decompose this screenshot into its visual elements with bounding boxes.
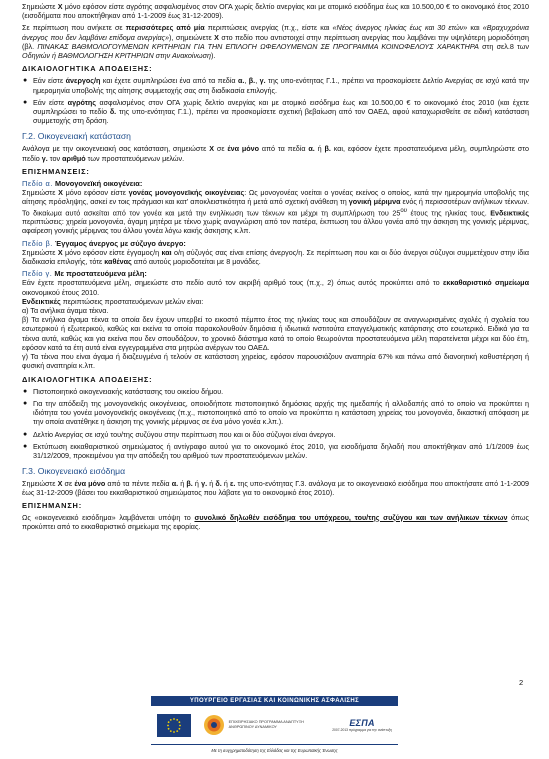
espa-logo bbox=[332, 718, 392, 732]
funding-banner bbox=[151, 696, 398, 759]
list-item: ● Εάν είστε άνεργος/η και έχετε συμπληρώσει ένα από τα πεδία α., β., γ. της υπο-ενότητας Γ.1., πρέπει να προσκομίσετε Δελτίο Ανεργίας σε ισχύ κατά την ημερομηνία υποβολής της αίτησης συμμετοχής σας στη διαδικασία επιλογής. bbox=[23, 76, 530, 95]
field-b-text: Σημειώστε Χ μόνο εφόσον είστε έγγαμος/η και ο/η σύζυγός σας είναι επίσης άνεργος/η. Σε περίπτωση που και οι δύο άνεργοι σύζυγοι συμμετέχουν στην ίδια διαδικασία επιλογής, τότε καθένας από αυτούς μοριοδοτείται με 8 μονάδες. bbox=[22, 247, 529, 267]
field-c-case-a: α) Τα ανήλικα άγαμα τέκνα. bbox=[22, 306, 109, 316]
list-item: ● Για την απόδειξη της μονογονεϊκής οικογένειας, οποιοδήποτε πιστοποιητικό δημόσιας αρχής της ημεδαπής ή αλλοδαπής από το οποίο να προκύπτει η ιδιότητα του γονέα μονογονεϊκής οικογένειας (π.χ., πιστοποιητικό από το οποίο να προκύπτει η κατάσταση χηρείας του μονογονέα, δικαστική απόφαση με την οποία ανατέθηκε η άσκηση της γονικής μέριμνας σε ένα μόνο γονέα κ.λπ.). bbox=[23, 398, 529, 427]
proofs-list-1 bbox=[22, 76, 529, 125]
bullet-icon: ● bbox=[23, 430, 28, 438]
g3-intro: Σημειώστε Χ σε ένα μόνο από τα πέντε πεδία α. ή β. ή γ. ή δ. ή ε. της υπο-ενότητας Γ.3. ανάλογα με το οικογενειακό εισόδημα που αποκτήσατε από 1-1-2009 έως 31-12-2009 (βάσει του εκκαθαριστικού σημειώματος που λάβατε για το οικονομικό έτος 2010). bbox=[22, 479, 529, 498]
section-g2-title: Γ.2. Οικογενειακή κατάσταση bbox=[22, 131, 131, 142]
field-b-heading: Πεδίο β. Έγγαμος άνεργος με σύζυγο άνεργο: bbox=[22, 238, 186, 248]
field-c-case-c: γ) Τα τέκνα που είναι άγαμα ή διαζευγμένα ή τελούν σε κατάσταση χηρείας, εφόσον παρουσιάζουν αναπηρία 67% και πάνω από διανοητική καθυστέρηση ή φυσική αναπηρία κ.λπ. bbox=[22, 352, 529, 371]
field-c-heading: Πεδίο γ. Με προστατευόμενα μέλη: bbox=[22, 269, 147, 279]
field-c-indicative: Ενδεικτικές περιπτώσεις προστατευόμενων μελών είναι: bbox=[22, 296, 204, 306]
cofunding-note: Με τη συγχρηματοδότηση της Ελλάδας και της Ευρωπαϊκής Ένωσης bbox=[151, 744, 398, 757]
bullet-icon: ● bbox=[23, 399, 28, 407]
field-c-case-b: β) Τα ενήλικα άγαμα τέκνα τα οποία δεν έχουν υπερβεί το εικοστό πέμπτο έτος της ηλικίας τους και σπουδάζουν σε αναγνωρισμένες σχολές ή σχολεία του εσωτερικού ή εξωτερικού, καθώς και εκείνα τα οποία παρακολουθούν δημόσια ή ιδιωτικά ινστιτούτα επαγγελματικής κατάρτισης στο εσωτερικό. Ειδικά για τα τέκνα αυτά, καθώς και για εκείνα που δεν σπουδάζουν, το χρονικό διάστημα κατά το οποίο θεωρούνται προστατευόμενα μέλη παρατείνεται μέχρι και δύο έτη, εφόσον κατά τα έτη αυτά είναι εγγεγραμμένα στα μητρώα ανέργων του ΟΑΕΔ. bbox=[22, 315, 529, 352]
page-number: 2 bbox=[519, 678, 524, 687]
espa-mark: ΕΣΠΑ bbox=[349, 718, 375, 728]
espa-subtitle: 2007-2013 πρόγραμμα για την ανάπτυξη bbox=[332, 728, 392, 732]
g2-notes-heading: ΕΠΙΣΗΜΑΝΣΕΙΣ: bbox=[22, 166, 90, 176]
bullet-icon: ● bbox=[23, 98, 28, 106]
program-emblem-icon bbox=[203, 714, 225, 736]
list-item: ● Δελτίο Ανεργίας σε ισχύ του/της συζύγου στην περίπτωση που και οι δύο σύζυγοι είναι άνεργοι. bbox=[23, 429, 336, 439]
proofs-heading-1: ΔΙΚΑΙΟΛΟΓΗΤΙΚΑ ΑΠΟΔΕΙΞΗΣ: bbox=[22, 64, 153, 74]
g3-note-heading: ΕΠΙΣΗΜΑΝΣΗ: bbox=[22, 500, 82, 510]
list-item: ● Εάν είστε αγρότης ασφαλισμένος στον ΟΓΑ χωρίς δελτίο ανεργίας και με ατομικό εισόδημα έως και 10.500,00 € το οικονομικό έτος 2010 (και έχετε συμπληρώσει το πεδίο δ. της υπο-ενότητας Γ.1.), πρέπει να προσκομίσετε σχετική βεβαίωση από τον ΟΑΕΔ, αφού καταχωρισθείτε σε ειδική κατάσταση συμμετοχής στη δράση. bbox=[23, 97, 529, 126]
program-name: ΕΠΙΧΕΙΡΗΣΙΑΚΟ ΠΡΟΓΡΑΜΜΑ ΑΝΑΠΤΥΞΗ ΑΝΘΡΩΠΙΝΟΥ ΔΥΝΑΜΙΚΟΥ bbox=[228, 720, 304, 729]
intro-paragraph-1: Σημειώστε X μόνο εφόσον είστε αγρότης ασφαλισμένος στον ΟΓΑ χωρίς δελτίο ανεργίας και με ατομικό εισόδημα έως και 10.500,00 € το οικονομικό έτος 2010 (εισοδήματα που αποκτήθηκαν από 1-1-2009 έως 31-12-2009). bbox=[22, 2, 529, 21]
document-page bbox=[22, 2, 529, 534]
program-logo bbox=[203, 714, 321, 736]
ministry-title: ΥΠΟΥΡΓΕΙΟ ΕΡΓΑΣΙΑΣ ΚΑΙ ΚΟΙΝΩΝΙΚΗΣ ΑΣΦΑΛΙΣΗΣ bbox=[151, 696, 398, 706]
field-c-text: Εάν έχετε προστατευόμενα μέλη, σημειώστε στο πεδίο αυτό τον ακριβή αριθμό τους (π.χ., 2) όπως αυτός προκύπτει από το εκκαθαριστικό σημείωμα οικονομικού έτους 2010. bbox=[22, 278, 529, 297]
field-a-text: Σημειώστε Χ μόνο εφόσον είστε γονέας μονογονεϊκής οικογένειας: Ως μονογονέας νοείται ο γονέας εκείνος ο οποίος, κατά την ημερομηνία υποβολής της αίτησης πρόσληψης, ασκεί εν τοις πράγμασι και κατ' αποκλειστικότητα ή μετά από σχετική ανάθεση τη γονική μέριμνα ενός ή περισσοτέρων ανήλικων τέκνων. Το δικαίωμα αυτό ασκείται από τον γονέα και μετά την ενηλίκωση των τέκνων και μέχρι τη συμπλήρωση του $25^{o\upsilon}$ έτους της ηλικίας τους. Ενδεικτικές περιπτώσεις: χηρεία μονογονέα, άγαμη μητέρα με τέκνο χωρίς αναγνώριση από τον πατέρα, έκπτωση του άλλου γονέα από την άσκηση της γονικής μέριμνας, αφαίρεση γονικής μέριμνας του άλλου γονέα λόγω κακής άσκησης κ.λπ. bbox=[22, 188, 529, 236]
g3-note: Ως «οικογενειακό εισόδημα» λαμβάνεται υπόψη το συνολικό δηλωθέν εισόδημα του υπόχρεου, του/της συζύγου και των ανήλικων τέκνων όπως προκύπτει από το εκκαθαριστικό σημείωμα της εφορίας. bbox=[22, 512, 529, 531]
intro-paragraph-2: Σε περίπτωση που ανήκετε σε περισσότερες από μία περιπτώσεις ανεργίας (π.χ., είστε και «Νέος άνεργος ηλικίας έως και 30 ετών» και «Βραχυχρόνια άνεργος που δεν λαμβάνει επίδομα ανεργίας»), σημειώνετε X στο πεδίο που αντιστοιχεί στην περίπτωση ανεργίας που λαμβάνει την υψηλότερη μοριοδότηση (βλ. ΠΙΝΑΚΑΣ ΒΑΘΜΟΛΟΓΟΥΜΕΝΩΝ ΚΡΙΤΗΡΙΩΝ ΓΙΑ ΤΗΝ ΕΠΙΛΟΓΗ ΩΦΕΛΟΥΜΕΝΩΝ ΣΕ ΠΡΟΓΡΑΜΜΑ ΚΟΙΝΩΦΕΛΟΥΣ ΧΑΡΑΚΤΗΡΑ στη σελ.8 των Οδηγιών ή ΒΑΘΜΟΛΟΓΗΣΗ ΚΡΙΤΗΡΙΩΝ στην Ανακοίνωση). bbox=[22, 23, 530, 61]
banner-logos bbox=[151, 706, 398, 744]
bullet-icon: ● bbox=[23, 442, 28, 450]
bullet-icon: ● bbox=[23, 77, 28, 85]
proofs-list-2 bbox=[22, 387, 529, 460]
g2-intro: Ανάλογα με την οικογενειακή σας κατάσταση, σημειώστε Χ σε ένα μόνο από τα πεδία α. ή β. και, εφόσον έχετε προστατευόμενα μέλη, συμπληρώστε στο πεδίο γ. τον αριθμό των προστατευόμενων μελών. bbox=[22, 144, 529, 163]
eu-flag-icon bbox=[157, 714, 191, 737]
bullet-icon: ● bbox=[23, 387, 28, 395]
section-g3-title: Γ.3. Οικογενειακό εισόδημα bbox=[22, 466, 126, 477]
field-a-heading: Πεδίο α. Μονογονεϊκή οικογένεια: bbox=[22, 179, 143, 189]
list-item: ● Εκτύπωση εκκαθαριστικού σημειώματος ή αντίγραφο αυτού για το οικονομικό έτος 2010, για εισοδήματα δηλαδή που αποκτήθηκαν από 1/1/2009 έως 31/12/2009, προκειμένου για την απόδειξη του αριθμού των προστατευόμενων μελών. bbox=[23, 441, 529, 460]
proofs-heading-2: ΔΙΚΑΙΟΛΟΓΗΤΙΚΑ ΑΠΟΔΕΙΞΗΣ: bbox=[22, 374, 153, 384]
list-item: ● Πιστοποιητικό οικογενειακής κατάστασης του οικείου δήμου. bbox=[23, 386, 224, 396]
